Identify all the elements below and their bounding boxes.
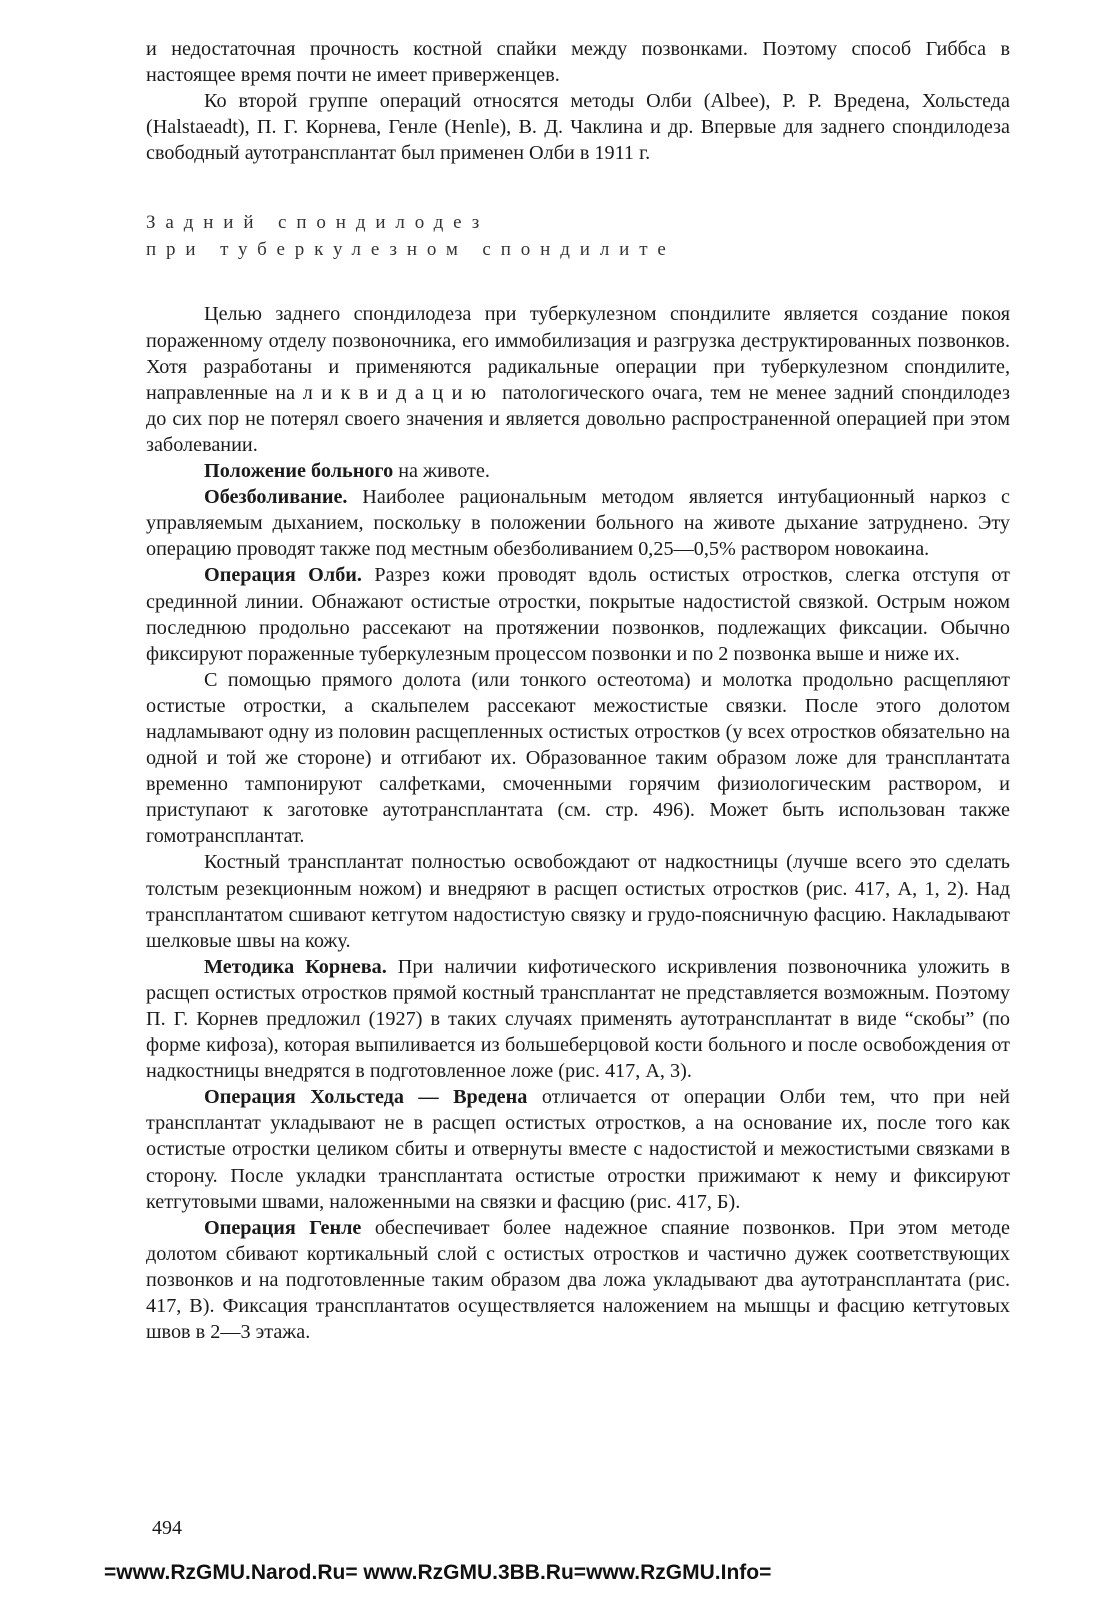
paragraph — [146, 954, 1010, 1084]
paragraph-text: Целью заднего спондилодеза при туберкулезном спондилите является создание покоя пораженному отделу позвоночника, его иммобилизация и разгрузка деструктированных позвонков. Хотя разработаны и применяются радикальные операции при туберкулезном спондилите, направленные на — [146, 303, 1010, 404]
paragraph: и недостаточная прочность костной спайки между позвонками. Поэтому способ Гиббса в настоящее время почти не имеет приверженцев. — [146, 38, 1010, 87]
paragraph-text: При наличии кифотического искривления позвоночника уложить в расщеп остистых отростков прямой костный трансплантат не представляется возможным. Поэтому П. Г. Корнев предложил (1927) в таких случаях применять аутотрансплантат в виде “скобы” (по форме кифоза), которая выпиливается из большеберцовой кости больного и после освобождения от надкостницы внедрятся в подготовленное ложе (рис. 417, А, 3). — [146, 955, 1010, 1083]
paragraph — [146, 484, 1010, 562]
paragraph-lead: Положение больного — [204, 460, 394, 483]
section-heading-line: Задний спондилодез — [146, 212, 490, 234]
paragraph-lead: Операция Хольстеда — Вредена — [204, 1086, 528, 1109]
paragraph-text: Наиболее рациональным методом является интубационный наркоз с управляемым дыханием, поскольку в положении больного на животе дыхание затруднено. Эту операцию проводят также под местным обезболиванием 0,25—0,5% раствором новокаина. — [146, 486, 1010, 561]
section-heading — [146, 209, 1010, 263]
paragraph-text: С помощью прямого долота (или тонкого остеотома) и молотка продольно расщепляют остистые отростки, а скальпелем рассекают межостистые связки. После этого долотом надламывают одну из половин расщепленных остистых отростков (у всех отростков обязательно на одной и той же стороне) и отгибают их. Образованное таким образом ложе для трансплантата временно тампонируют салфетками, смоченными горячим физиологическим раствором, и приступают к заготовке аутотрансплантата (см. стр. 496). Может быть использован также гомотрансплантат. — [146, 668, 1010, 848]
section-heading-line: при туберкулезном спондилите — [146, 239, 676, 261]
paragraph-text: Костный трансплантат полностью освобождают от надкостницы (лучше всего это сделать толстым резекционным ножом) и внедряют в расщеп остистых отростков (рис. 417, А, 1, 2). Над трансплантатом сшивают кетгутом надостистую связку и грудо-поясничную фасцию. Накладывают шелковые швы на кожу. — [146, 851, 1010, 952]
paragraph — [146, 1215, 1010, 1345]
paragraph-text: патологического очага, тем не менее задний спондилодез до сих пор не потерял своего значения и является довольно распространенной операцией при этом заболевании. — [146, 381, 1010, 456]
paragraph-lead: Операция Генле — [204, 1216, 362, 1239]
paragraph — [146, 667, 1010, 850]
footer-watermark: =www.RzGMU.Narod.Ru= www.RzGMU.3BB.Ru=www.RzGMU.Info= — [104, 1561, 772, 1584]
paragraph-lead: Обезболивание. — [204, 486, 348, 509]
paragraph-text: обеспечивает более надежное спаяние позвонков. При этом методе долотом сбивают кортикальный слой с остистых отростков и частично дужек соответствующих позвонков и на подготовленные таким образом два ложа укладывают два аутотрансплантата (рис. 417, В). Фиксация трансплантатов осуществляется наложением на мышцы и фасцию кетгутовых швов в 2—3 этажа. — [146, 1216, 1011, 1344]
paragraph-text: Разрез кожи проводят вдоль остистых отростков, слегка отступя от срединной линии. Обнажают остистые отростки, покрытые надостистой связкой. Острым ножом последнюю продольно рассекают на протяжении позвонков, подлежащих фиксации. Обычно фиксируют пораженные туберкулезным процессом позвонки и по 2 позвонка выше и ниже их. — [146, 564, 1011, 665]
paragraph: Ко второй группе операций относятся методы Олби (Albee), Р. Р. Вредена, Хольстеда (Halstaeadt), П. Г. Корнева, Генле (Henle), В. Д. Чаклина и др. Впервые для заднего спондилодеза свободный аутотрансплантат был применен Олби в 1911 г. — [146, 90, 1010, 165]
paragraph-lead: Операция Олби. — [204, 564, 362, 587]
spaced-emphasis: ликвидацию — [302, 381, 495, 404]
paragraph — [146, 1084, 1010, 1214]
paragraph — [146, 458, 1010, 484]
paragraph-text: отличается от операции Олби тем, что при ней трансплантат укладывают не в расщеп остистых отростков, а на основание их, после того как остистые отростки целиком сбиты и отвернуты вместе с надостистой и межостистыми связками в сторону. После укладки трансплантата остистые отростки прижимают к нему и фиксируют кетгутовыми швами, наложенными на связки и фасцию (рис. 417, Б). — [146, 1086, 1010, 1213]
paragraph — [146, 562, 1010, 666]
page-body — [146, 36, 1010, 1345]
paragraph — [146, 849, 1010, 953]
paragraph — [146, 301, 1010, 458]
paragraph-lead: Методика Корнева. — [204, 955, 387, 978]
paragraph-text: на животе. — [393, 460, 490, 483]
page-number: 494 — [152, 1517, 182, 1539]
